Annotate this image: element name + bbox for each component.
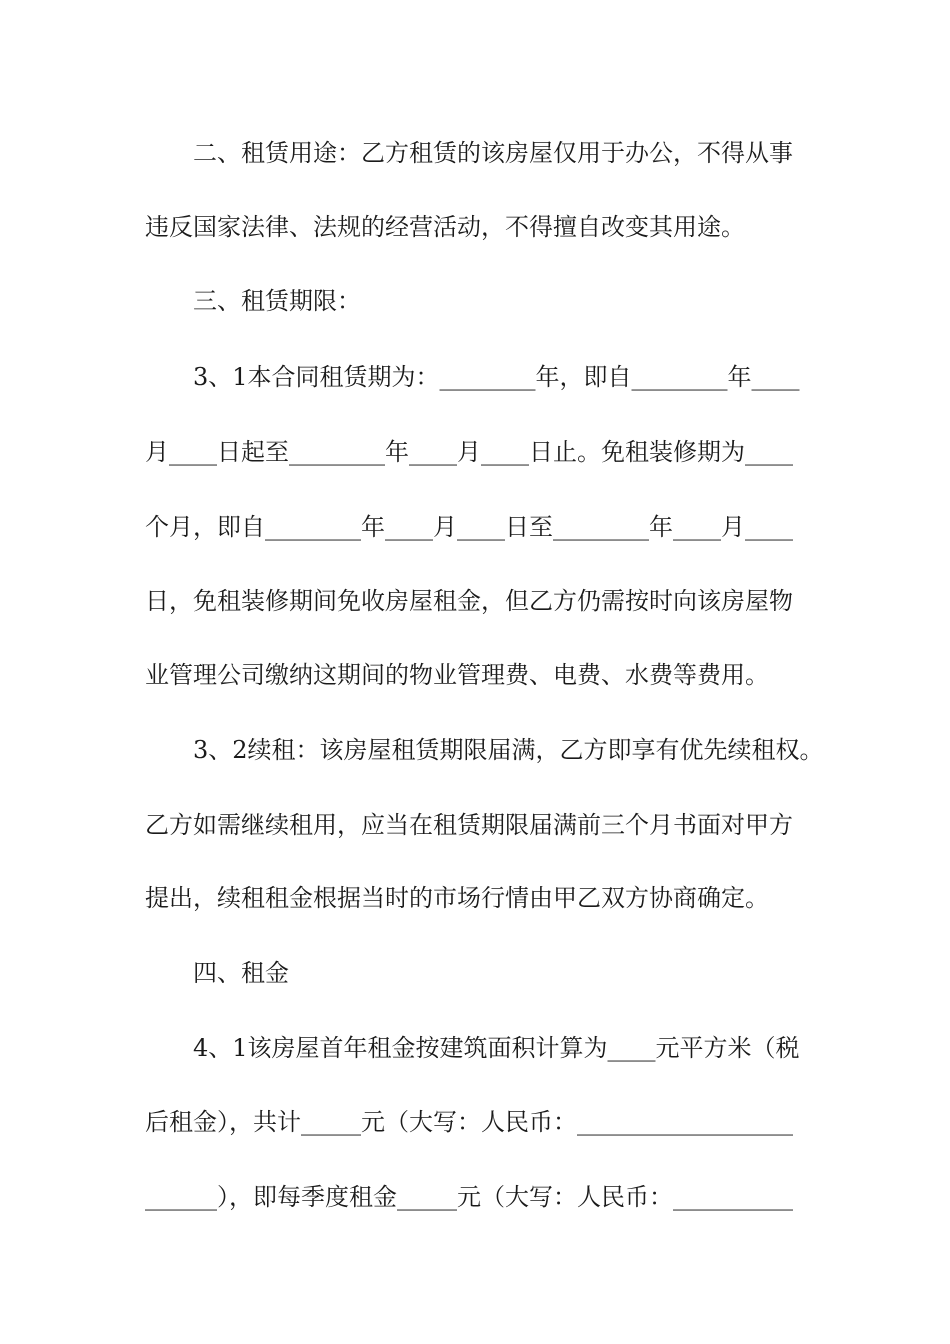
clause-3-2-line-3: 提出，续租租金根据当时的市场行情由甲乙双方协商确定。 bbox=[145, 884, 769, 912]
paragraph-purpose-line-1: 二、租赁用途：乙方租赁的该房屋仅用于办公，不得从事 bbox=[193, 139, 793, 167]
clause-4-1-line-1: 4、1该房屋首年租金按建筑面积计算为____元平方米（税 bbox=[193, 1034, 800, 1062]
section-heading-lease-term: 三、租赁期限： bbox=[193, 287, 361, 315]
paragraph-purpose-line-2: 违反国家法律、法规的经营活动，不得擅自改变其用途。 bbox=[145, 213, 745, 241]
clause-3-1-line-2: 月____日起至________年____月____日止。免租装修期为____ bbox=[145, 438, 793, 466]
clause-4-1-line-3: ______），即每季度租金_____元（大写：人民币：__________ bbox=[145, 1183, 793, 1211]
clause-3-1-line-1: 3、1本合同租赁期为：________年，即自________年____ bbox=[193, 363, 800, 391]
section-heading-rent: 四、租金 bbox=[193, 959, 289, 987]
clause-4-1-line-2: 后租金），共计_____元（大写：人民币：__________________ bbox=[145, 1108, 793, 1136]
clause-3-1-line-4: 日，免租装修期间免收房屋租金，但乙方仍需按时向该房屋物 bbox=[145, 587, 793, 615]
clause-3-1-line-5: 业管理公司缴纳这期间的物业管理费、电费、水费等费用。 bbox=[145, 661, 769, 689]
clause-3-1-line-3: 个月，即自________年____月____日至________年____月____ bbox=[145, 513, 793, 541]
clause-3-2-line-1: 3、2续租：该房屋租赁期限届满，乙方即享有优先续租权。 bbox=[193, 736, 824, 764]
clause-3-2-line-2: 乙方如需继续租用，应当在租赁期限届满前三个月书面对甲方 bbox=[145, 811, 793, 839]
